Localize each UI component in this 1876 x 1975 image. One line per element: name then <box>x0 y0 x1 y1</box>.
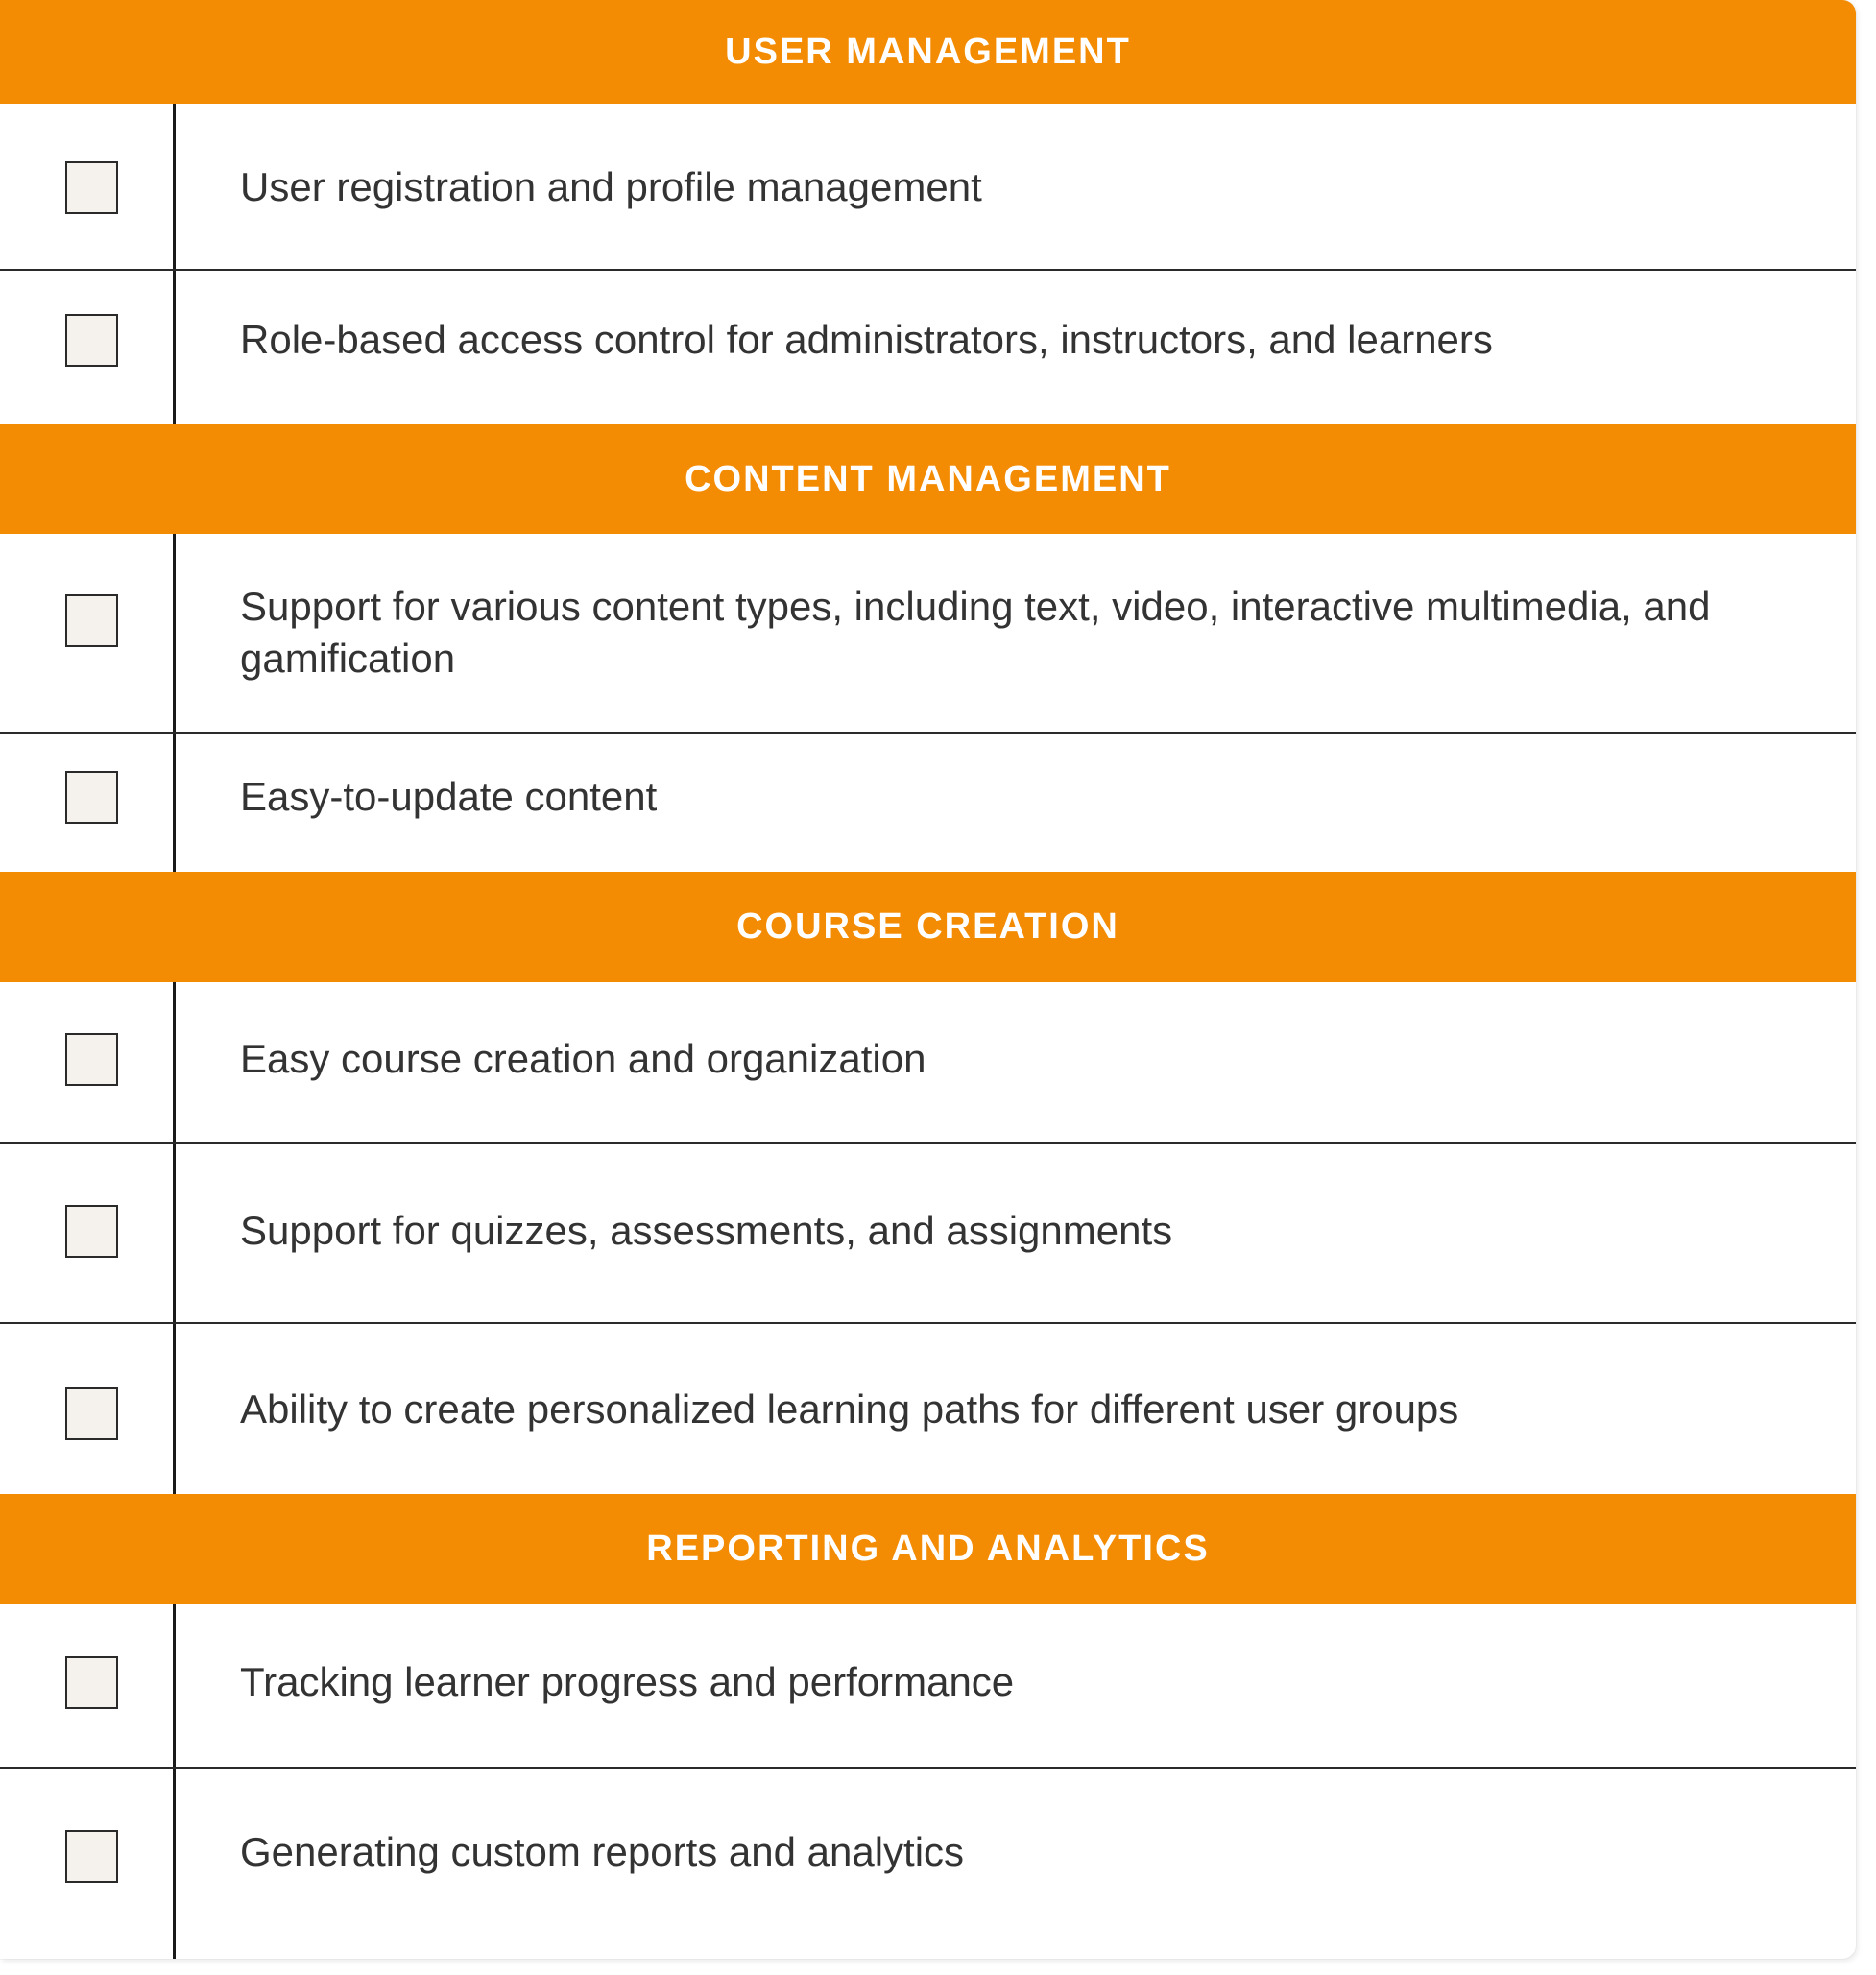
checkbox[interactable] <box>65 161 118 214</box>
checkbox[interactable] <box>65 1205 118 1258</box>
checklist-item <box>0 1604 1856 1769</box>
checklist-item <box>0 1324 1856 1494</box>
checklist-item <box>0 1144 1856 1324</box>
item-label: Ability to create personalized learning paths for different user groups <box>240 1386 1459 1432</box>
section-header-user-management <box>0 0 1856 104</box>
item-label: User registration and profile management <box>240 164 982 209</box>
checkbox[interactable] <box>65 1033 118 1086</box>
checkbox[interactable] <box>65 1830 118 1883</box>
checkbox[interactable] <box>65 771 118 824</box>
item-label: Tracking learner progress and performance <box>240 1659 1015 1704</box>
section-header-content-management <box>0 424 1856 534</box>
section-title: CONTENT MANAGEMENT <box>685 458 1171 499</box>
item-label: Role-based access control for administrators, instructors, and learners <box>240 317 1493 362</box>
item-label: Support for quizzes, assessments, and assignments <box>240 1208 1173 1253</box>
checklist-item <box>0 734 1856 872</box>
checklist-item <box>0 104 1856 271</box>
item-label: Easy course creation and organization <box>240 1036 926 1081</box>
section-header-course-creation <box>0 872 1856 982</box>
checkbox[interactable] <box>65 1656 118 1709</box>
item-label: Generating custom reports and analytics <box>240 1829 965 1874</box>
checklist-item <box>0 534 1856 734</box>
checkbox[interactable] <box>65 314 118 367</box>
section-title: REPORTING AND ANALYTICS <box>646 1529 1210 1569</box>
checkbox[interactable] <box>65 594 118 647</box>
checkbox[interactable] <box>65 1387 118 1440</box>
section-title: USER MANAGEMENT <box>725 31 1131 72</box>
checklist-item <box>0 271 1856 424</box>
checklist-item <box>0 982 1856 1144</box>
section-header-reporting-analytics <box>0 1494 1856 1604</box>
item-label: Support for various content types, including text, video, interactive multimedia, and gamification <box>240 584 1711 681</box>
item-label: Easy-to-update content <box>240 774 658 819</box>
checklist-item <box>0 1769 1856 1959</box>
section-title: COURSE CREATION <box>736 906 1119 947</box>
